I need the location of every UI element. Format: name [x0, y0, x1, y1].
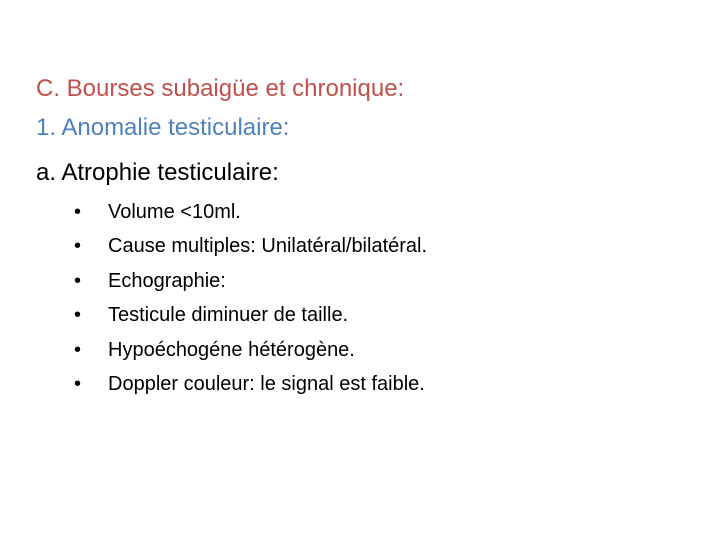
heading-bourses: C. Bourses subaigüe et chronique: [36, 75, 405, 102]
bullet-icon: • [74, 201, 82, 223]
heading-anomalie: 1. Anomalie testiculaire: [36, 114, 290, 141]
bullet-text: Testicule diminuer de taille. [108, 304, 349, 327]
bullet-icon: • [74, 338, 82, 361]
bullet-icon: • [74, 269, 82, 292]
bullet-text: Echographie: [108, 269, 226, 292]
bullet-icon: • [74, 235, 82, 258]
bullet-text: Hypoéchogéne hétérogène. [108, 338, 355, 361]
heading-atrophie: a. Atrophie testiculaire: [36, 159, 279, 186]
bullet-text: Cause multiples: Unilatéral/bilatéral. [108, 235, 428, 258]
bullet-text: Volume <10ml. [108, 201, 241, 223]
bullet-text: Doppler couleur: le signal est faible. [108, 372, 425, 395]
bullet-icon: • [74, 304, 82, 327]
bullet-icon: • [74, 372, 82, 395]
